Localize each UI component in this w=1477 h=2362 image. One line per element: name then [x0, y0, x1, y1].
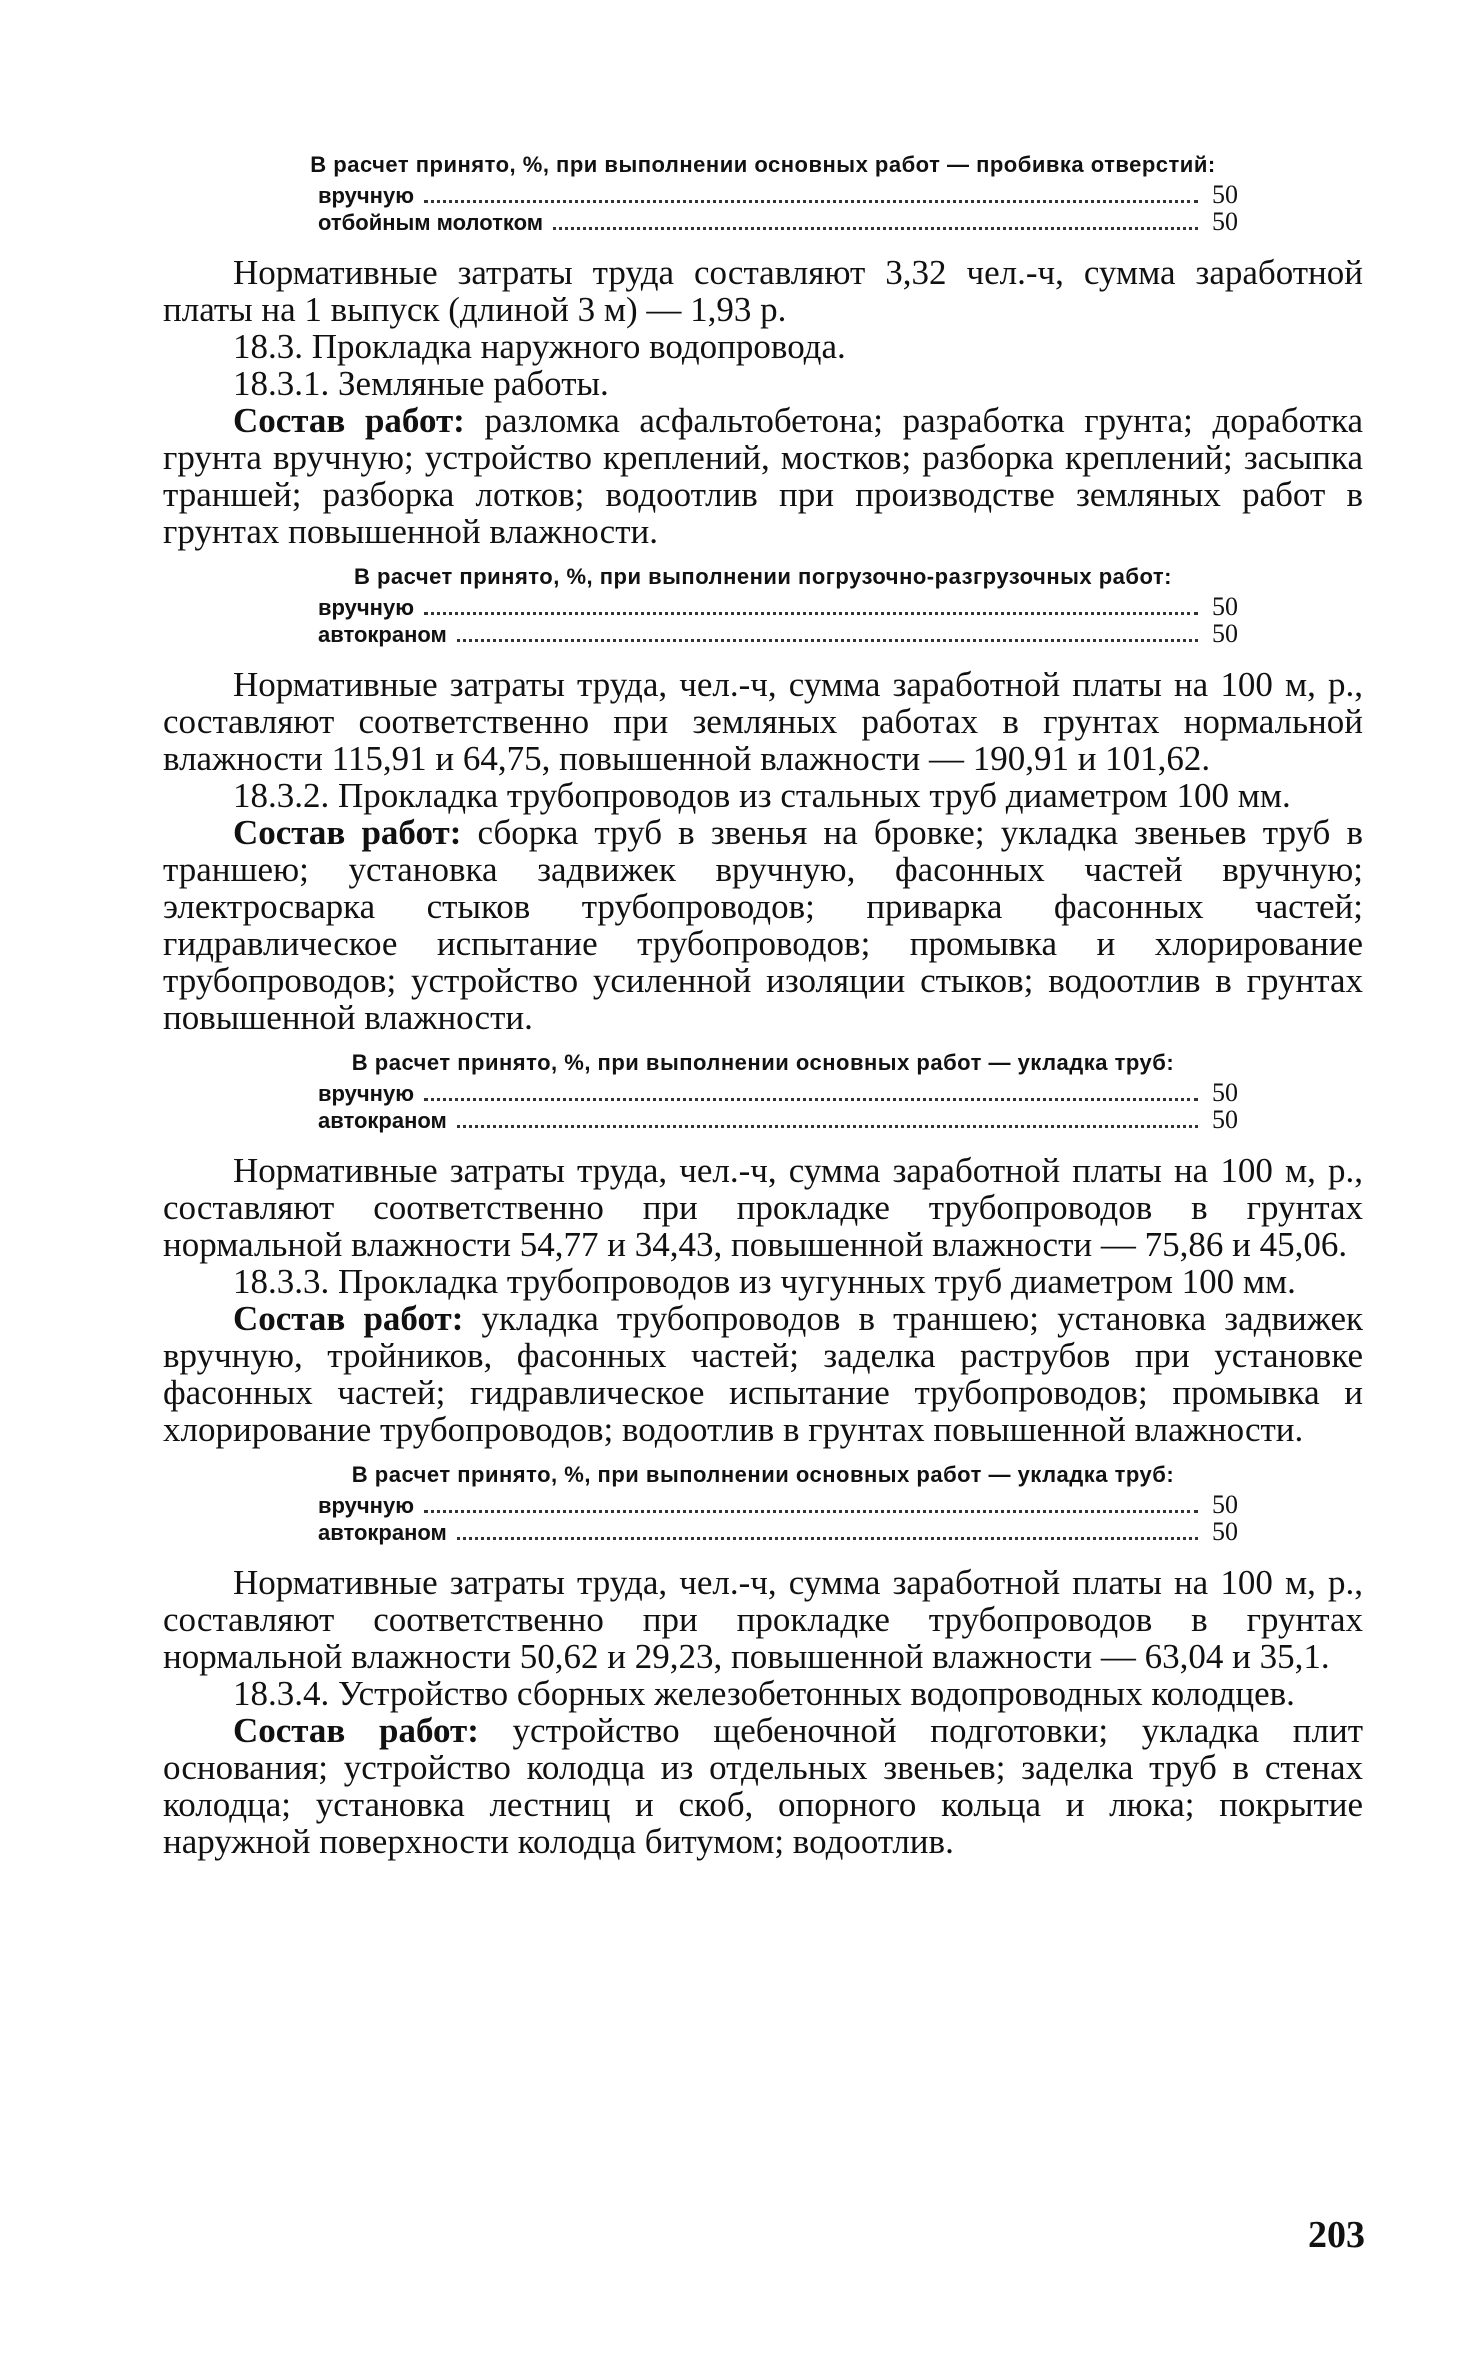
leader-dots — [424, 1510, 1198, 1513]
row-label: автокраном — [318, 1108, 447, 1133]
allocation-table — [318, 182, 1238, 236]
allocation-row — [318, 594, 1238, 621]
paragraph: Нормативные затраты труда составляют 3,32 чел.-ч, сумма заработной платы на 1 выпуск (длиной 3 м) — 1,93 р. — [163, 253, 1363, 329]
allocation-block — [163, 1050, 1363, 1134]
work-composition-text: укладка трубопроводов в траншею; установка задвижек вручную, тройников, фасонных частей; заделка раструбов при установке фасонных частей; гидравлическое испытание трубопроводов; промывка и хлорирование трубопроводов; водоотлив в грунтах повышенной влажности. — [163, 1299, 1363, 1449]
leader-dots — [424, 1098, 1198, 1101]
subsection-heading: 18.3.2. Прокладка трубопроводов из стальных труб диаметром 100 мм. — [233, 776, 1291, 815]
page-content — [163, 138, 1363, 1860]
allocation-table — [318, 1080, 1238, 1134]
page-number: 203 — [1308, 2214, 1365, 2256]
row-label: вручную — [318, 1081, 414, 1106]
work-composition — [163, 1712, 1363, 1860]
allocation-row — [318, 1107, 1238, 1134]
allocation-table — [318, 594, 1238, 648]
work-composition-text: разломка асфальтобетона; разработка грунта; доработка грунта вручную; устройство креплений, мостков; разборка креплений; засыпка траншей; разборка лотков; водоотлив при производстве земляных работ в грунтах повышенной влажности. — [163, 401, 1363, 551]
work-composition-text: сборка труб в звенья на бровке; укладка звеньев труб в траншею; установка задвижек вручную, фасонных частей вручную; электросварка стыков трубопроводов; приварка фасонных частей; гидравлическое испытание трубопроводов; промывка и хлорирование трубопроводов; устройство усиленной изоляции стыков; водоотлив в грунтах повышенной влажности. — [163, 813, 1363, 1037]
row-value: 50 — [1212, 1517, 1238, 1546]
work-composition — [163, 1300, 1363, 1448]
leader-dots — [457, 1537, 1198, 1540]
allocation-row — [318, 182, 1238, 209]
subsection-heading: 18.3.1. Земляные работы. — [233, 364, 609, 403]
row-value: 50 — [1212, 1078, 1238, 1107]
row-value: 50 — [1212, 592, 1238, 621]
row-value: 50 — [1212, 619, 1238, 648]
row-label: вручную — [318, 1493, 414, 1518]
paragraph: Нормативные затраты труда, чел.-ч, сумма заработной платы на 100 м, р., составляют соответственно при прокладке трубопроводов в грунтах нормальной влажности 54,77 и 34,43, повышенной влажности — 75,86 и 45,06. — [163, 1151, 1363, 1264]
section-heading: 18.3. Прокладка наружного водопровода. — [233, 327, 846, 366]
row-label: вручную — [318, 595, 414, 620]
allocation-block — [163, 1462, 1363, 1546]
allocation-row — [318, 209, 1238, 236]
work-composition — [163, 402, 1363, 550]
allocation-caption: В расчет принято, %, при выполнении основных работ — укладка труб: — [351, 1050, 1175, 1075]
leader-dots — [553, 227, 1198, 230]
allocation-caption: В расчет принято, %, при выполнении основных работ — укладка труб: — [351, 1462, 1175, 1487]
allocation-row — [318, 1080, 1238, 1107]
allocation-row — [318, 621, 1238, 648]
allocation-block — [163, 152, 1363, 236]
allocation-row — [318, 1492, 1238, 1519]
work-composition-text: устройство щебеночной подготовки; укладка плит основания; устройство колодца из отдельных звеньев; заделка труб в стенах колодца; установка лестниц и скоб, опорного кольца и люка; покрытие наружной поверхности колодца битумом; водоотлив. — [163, 1711, 1363, 1861]
row-value: 50 — [1212, 1105, 1238, 1134]
paragraph: Нормативные затраты труда, чел.-ч, сумма заработной платы на 100 м, р., составляют соответственно при земляных работах в грунтах нормальной влажности 115,91 и 64,75, повышенной влажности — 190,91 и 101,62. — [163, 665, 1363, 778]
row-value: 50 — [1212, 180, 1238, 209]
allocation-row — [318, 1519, 1238, 1546]
row-value: 50 — [1212, 207, 1238, 236]
subsection-heading: 18.3.3. Прокладка трубопроводов из чугунных труб диаметром 100 мм. — [233, 1262, 1296, 1301]
work-composition — [163, 814, 1363, 1036]
allocation-table — [318, 1492, 1238, 1546]
allocation-caption: В расчет принято, %, при выполнении основных работ — пробивка отверстий: — [310, 152, 1216, 177]
row-value: 50 — [1212, 1490, 1238, 1519]
leader-dots — [424, 612, 1198, 615]
allocation-block — [163, 564, 1363, 648]
leader-dots — [457, 639, 1198, 642]
lead-label: Состав работ: — [233, 401, 465, 440]
row-label: отбойным молотком — [318, 210, 544, 235]
lead-label: Состав работ: — [233, 1299, 464, 1338]
allocation-caption: В расчет принято, %, при выполнении погрузочно-разгрузочных работ: — [353, 564, 1172, 589]
row-label: автокраном — [318, 1520, 447, 1545]
row-label: вручную — [318, 183, 414, 208]
leader-dots — [457, 1125, 1198, 1128]
paragraph: Нормативные затраты труда, чел.-ч, сумма заработной платы на 100 м, р., составляют соответственно при прокладке трубопроводов в грунтах нормальной влажности 50,62 и 29,23, повышенной влажности — 63,04 и 35,1. — [163, 1563, 1363, 1676]
lead-label: Состав работ: — [233, 1711, 479, 1750]
leader-dots — [424, 200, 1198, 203]
row-label: автокраном — [318, 622, 447, 647]
lead-label: Состав работ: — [233, 813, 462, 852]
subsection-heading: 18.3.4. Устройство сборных железобетонных водопроводных колодцев. — [233, 1674, 1295, 1713]
